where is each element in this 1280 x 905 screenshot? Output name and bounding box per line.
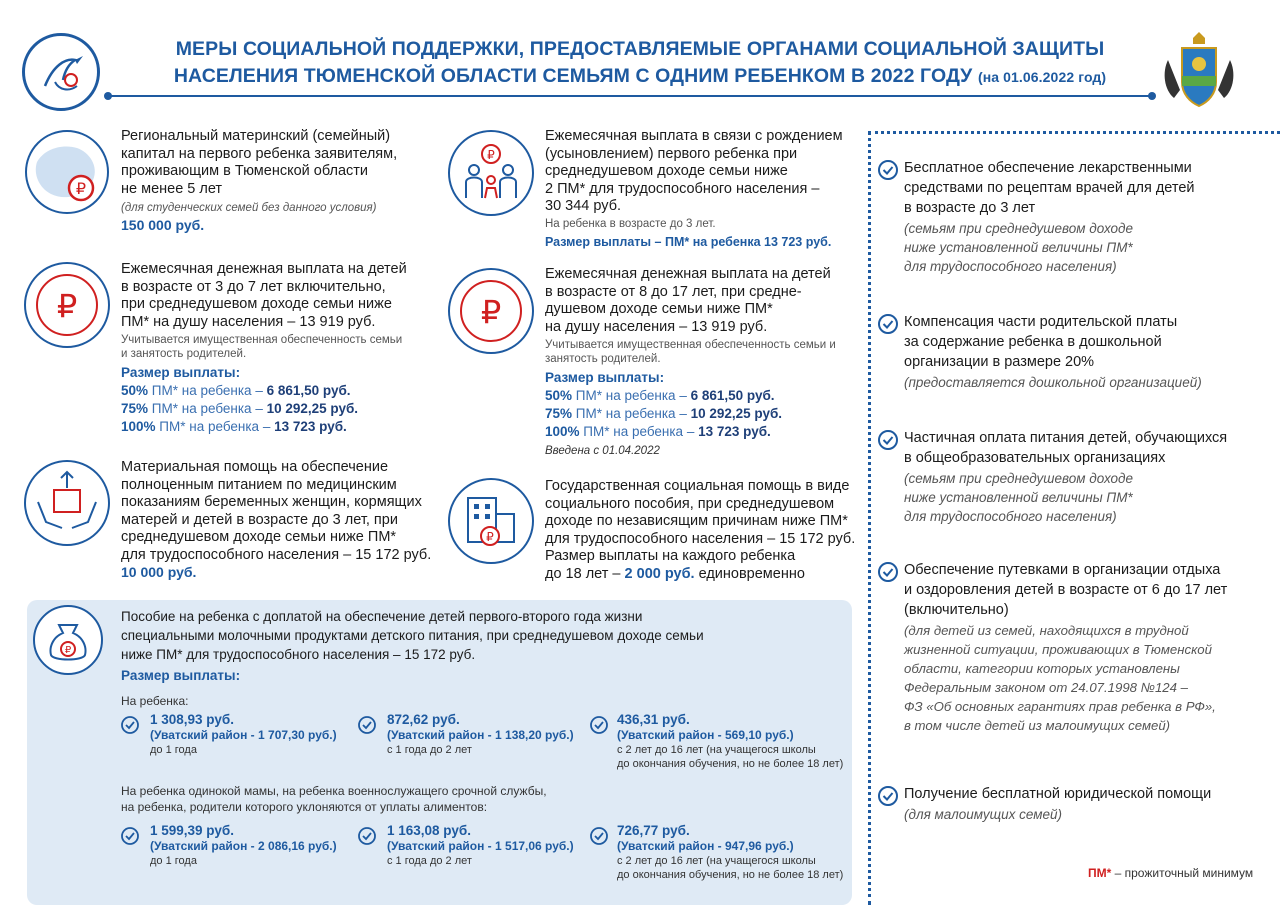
- svg-text:₽: ₽: [486, 530, 494, 544]
- check-icon: [590, 827, 608, 845]
- stork-logo: [22, 33, 100, 111]
- pay-row: 75% ПМ* на ребенка – 10 292,25 руб.: [545, 406, 783, 421]
- check-icon: [878, 786, 898, 806]
- panel-group2-label: На ребенка одинокой мамы, на ребенка военнослужащего срочной службы, на ребенка, родители которого уклоняются от уплаты алиментов:: [121, 784, 547, 814]
- title-date: (на 01.06.2022 год): [977, 69, 1107, 85]
- svg-text:₽: ₽: [480, 293, 502, 331]
- check-icon: [878, 430, 898, 450]
- check-icon: [878, 562, 898, 582]
- right-item-vouchers: Обеспечение путевками в организации отдыха и оздоровления детей в возрасте от 6 до 17 лет (включительно) (для детей из семей, находящихся в трудной жизненной ситуации, проживающих в Тюменской области, категории которых установлены Федеральным законом от 24.07.1998 №124 – ФЗ «Об основных гарантиях прав ребенка в РФ», в том числе детей из малоимущих семей): [878, 560, 1248, 745]
- check-icon: [121, 716, 139, 734]
- right-item-legal-aid: Получение бесплатной юридической помощи (для малоимущих семей): [878, 784, 1248, 829]
- right-item-kindergarten: Компенсация части родительской платы за содержание ребенка в дошкольной организации в размере 20% (предоставляется дошкольной организацией): [878, 312, 1248, 397]
- check-icon: [878, 314, 898, 334]
- check-icon: [121, 827, 139, 845]
- pay-row: 100% ПМ* на ребенка – 13 723 руб.: [545, 424, 771, 439]
- panel-description: Пособие на ребенка с доплатой на обеспечение детей первого-второго года жизни специальными молочными продуктами детского питания, при среднедушевом доходе семьи ниже ПМ* для трудоспособного населения – 15 172 руб.: [121, 609, 704, 662]
- panel-group1-label: На ребенка:: [121, 694, 189, 708]
- coat-of-arms: [1158, 32, 1240, 110]
- right-item-medicines: Бесплатное обеспечение лекарственными средствами по рецептам врачей для детей в возрасте до 3 лет (семьям при среднедушевом доходе ниже установленной величины ПМ* для трудоспособного населения): [878, 158, 1248, 283]
- svg-text:₽: ₽: [487, 148, 495, 162]
- header-divider: [110, 95, 1150, 97]
- block-social-aid: Государственная социальная помощь в виде социального пособия, при среднедушевом доходе по независящим причинам ниже ПМ* для трудоспособного населения – 15 172 руб. Размер выплаты на каждого ребенка до 18 лет – 2 000 руб. единовременно: [545, 478, 856, 582]
- pay-row: 75% ПМ* на ребенка – 10 292,25 руб.: [121, 401, 359, 416]
- block-nutrition-aid: Материальная помощь на обеспечение полноценным питанием по медицинским показаниям беременных женщин, кормящих матерей и детей в возрасте до 3 лет, при среднедушевом доходе семьи ниже ПМ* для трудоспособного населения – 15 172 руб. 10 000 руб.: [121, 459, 432, 580]
- right-column-border-top: [868, 131, 1280, 134]
- block-first-child-payment: Ежемесячная выплата в связи с рождением (усыновлением) первого ребенка при среднедушевом доходе семьи ниже 2 ПМ* для трудоспособного населения – 30 344 руб. На ребенка в возрасте до 3 лет. Размер выплаты – ПМ* на ребенка 13 723 руб.: [545, 128, 843, 249]
- svg-text:₽: ₽: [75, 179, 87, 198]
- family-icon: [448, 130, 534, 216]
- footnote: ПМ* – прожиточный минимум: [1088, 866, 1254, 880]
- hands-box-icon: [24, 460, 110, 546]
- right-column-border-side: [868, 131, 871, 905]
- coat-of-arms-icon: [1158, 32, 1240, 110]
- pay-row: 50% ПМ* на ребенка – 6 861,50 руб.: [121, 383, 351, 398]
- ruble-coin-icon-2: [448, 268, 534, 354]
- panel-pay-label: Размер выплаты:: [121, 668, 241, 683]
- title-line-1: МЕРЫ СОЦИАЛЬНОЙ ПОДДЕРЖКИ, ПРЕДОСТАВЛЯЕМЫЕ ОРГАНАМИ СОЦИАЛЬНОЙ ЗАЩИТЫ: [175, 38, 1105, 60]
- block-family-capital: Региональный материнский (семейный) капитал на первого ребенка заявителям, проживающим в Тюменской области не менее 5 лет (для студенческих семей без данного условия) 150 000 руб.: [121, 128, 398, 233]
- map-icon: [25, 130, 109, 214]
- money-bag-icon: [33, 605, 103, 675]
- pay-row: 50% ПМ* на ребенка – 6 861,50 руб.: [545, 388, 775, 403]
- block-payment-8-17: Ежемесячная денежная выплата на детей в возрасте от 8 до 17 лет, при средне- душевом доходе семьи ниже ПМ* на душу населения – 13 919 руб. Учитывается имущественная обеспеченность семьи и занятость родителей. Размер выплаты: 50% ПМ* на ребенка – 6 861,50 руб. 75% ПМ* на ребенка – 10 292,25 руб. 100% ПМ* на ребенка – 13 723 руб. Введена с 01.04.2022: [545, 266, 855, 458]
- pay-row: 100% ПМ* на ребенка – 13 723 руб.: [121, 419, 347, 434]
- check-icon: [590, 716, 608, 734]
- check-icon: [358, 716, 376, 734]
- ruble-coin-icon: [24, 262, 110, 348]
- buildings-icon: [448, 478, 534, 564]
- check-icon: [358, 827, 376, 845]
- stork-icon: [25, 36, 97, 108]
- page-title: [140, 36, 1140, 91]
- block-payment-3-7: Ежемесячная денежная выплата на детей в возрасте от 3 до 7 лет включительно, при среднедушевом доходе семьи ниже ПМ* на душу населения – 13 919 руб. Учитывается имущественная обеспеченность семьи и занятость родителей. Размер выплаты: 50% ПМ* на ребенка – 6 861,50 руб. 75% ПМ* на ребенка – 10 292,25 руб. 100% ПМ* на ребенка – 13 723 руб.: [121, 261, 431, 436]
- right-item-school-meals: Частичная оплата питания детей, обучающихся в общеобразовательных организациях (семьям при среднедушевом доходе ниже установленной величины ПМ* для трудоспособного населения): [878, 428, 1248, 538]
- svg-text:₽: ₽: [56, 287, 78, 325]
- svg-text:₽: ₽: [64, 645, 72, 656]
- title-line-2: НАСЕЛЕНИЯ ТЮМЕНСКОЙ ОБЛАСТИ СЕМЬЯМ С ОДНИМ РЕБЕНКОМ В 2022 ГОДУ: [173, 65, 973, 87]
- check-icon: [878, 160, 898, 180]
